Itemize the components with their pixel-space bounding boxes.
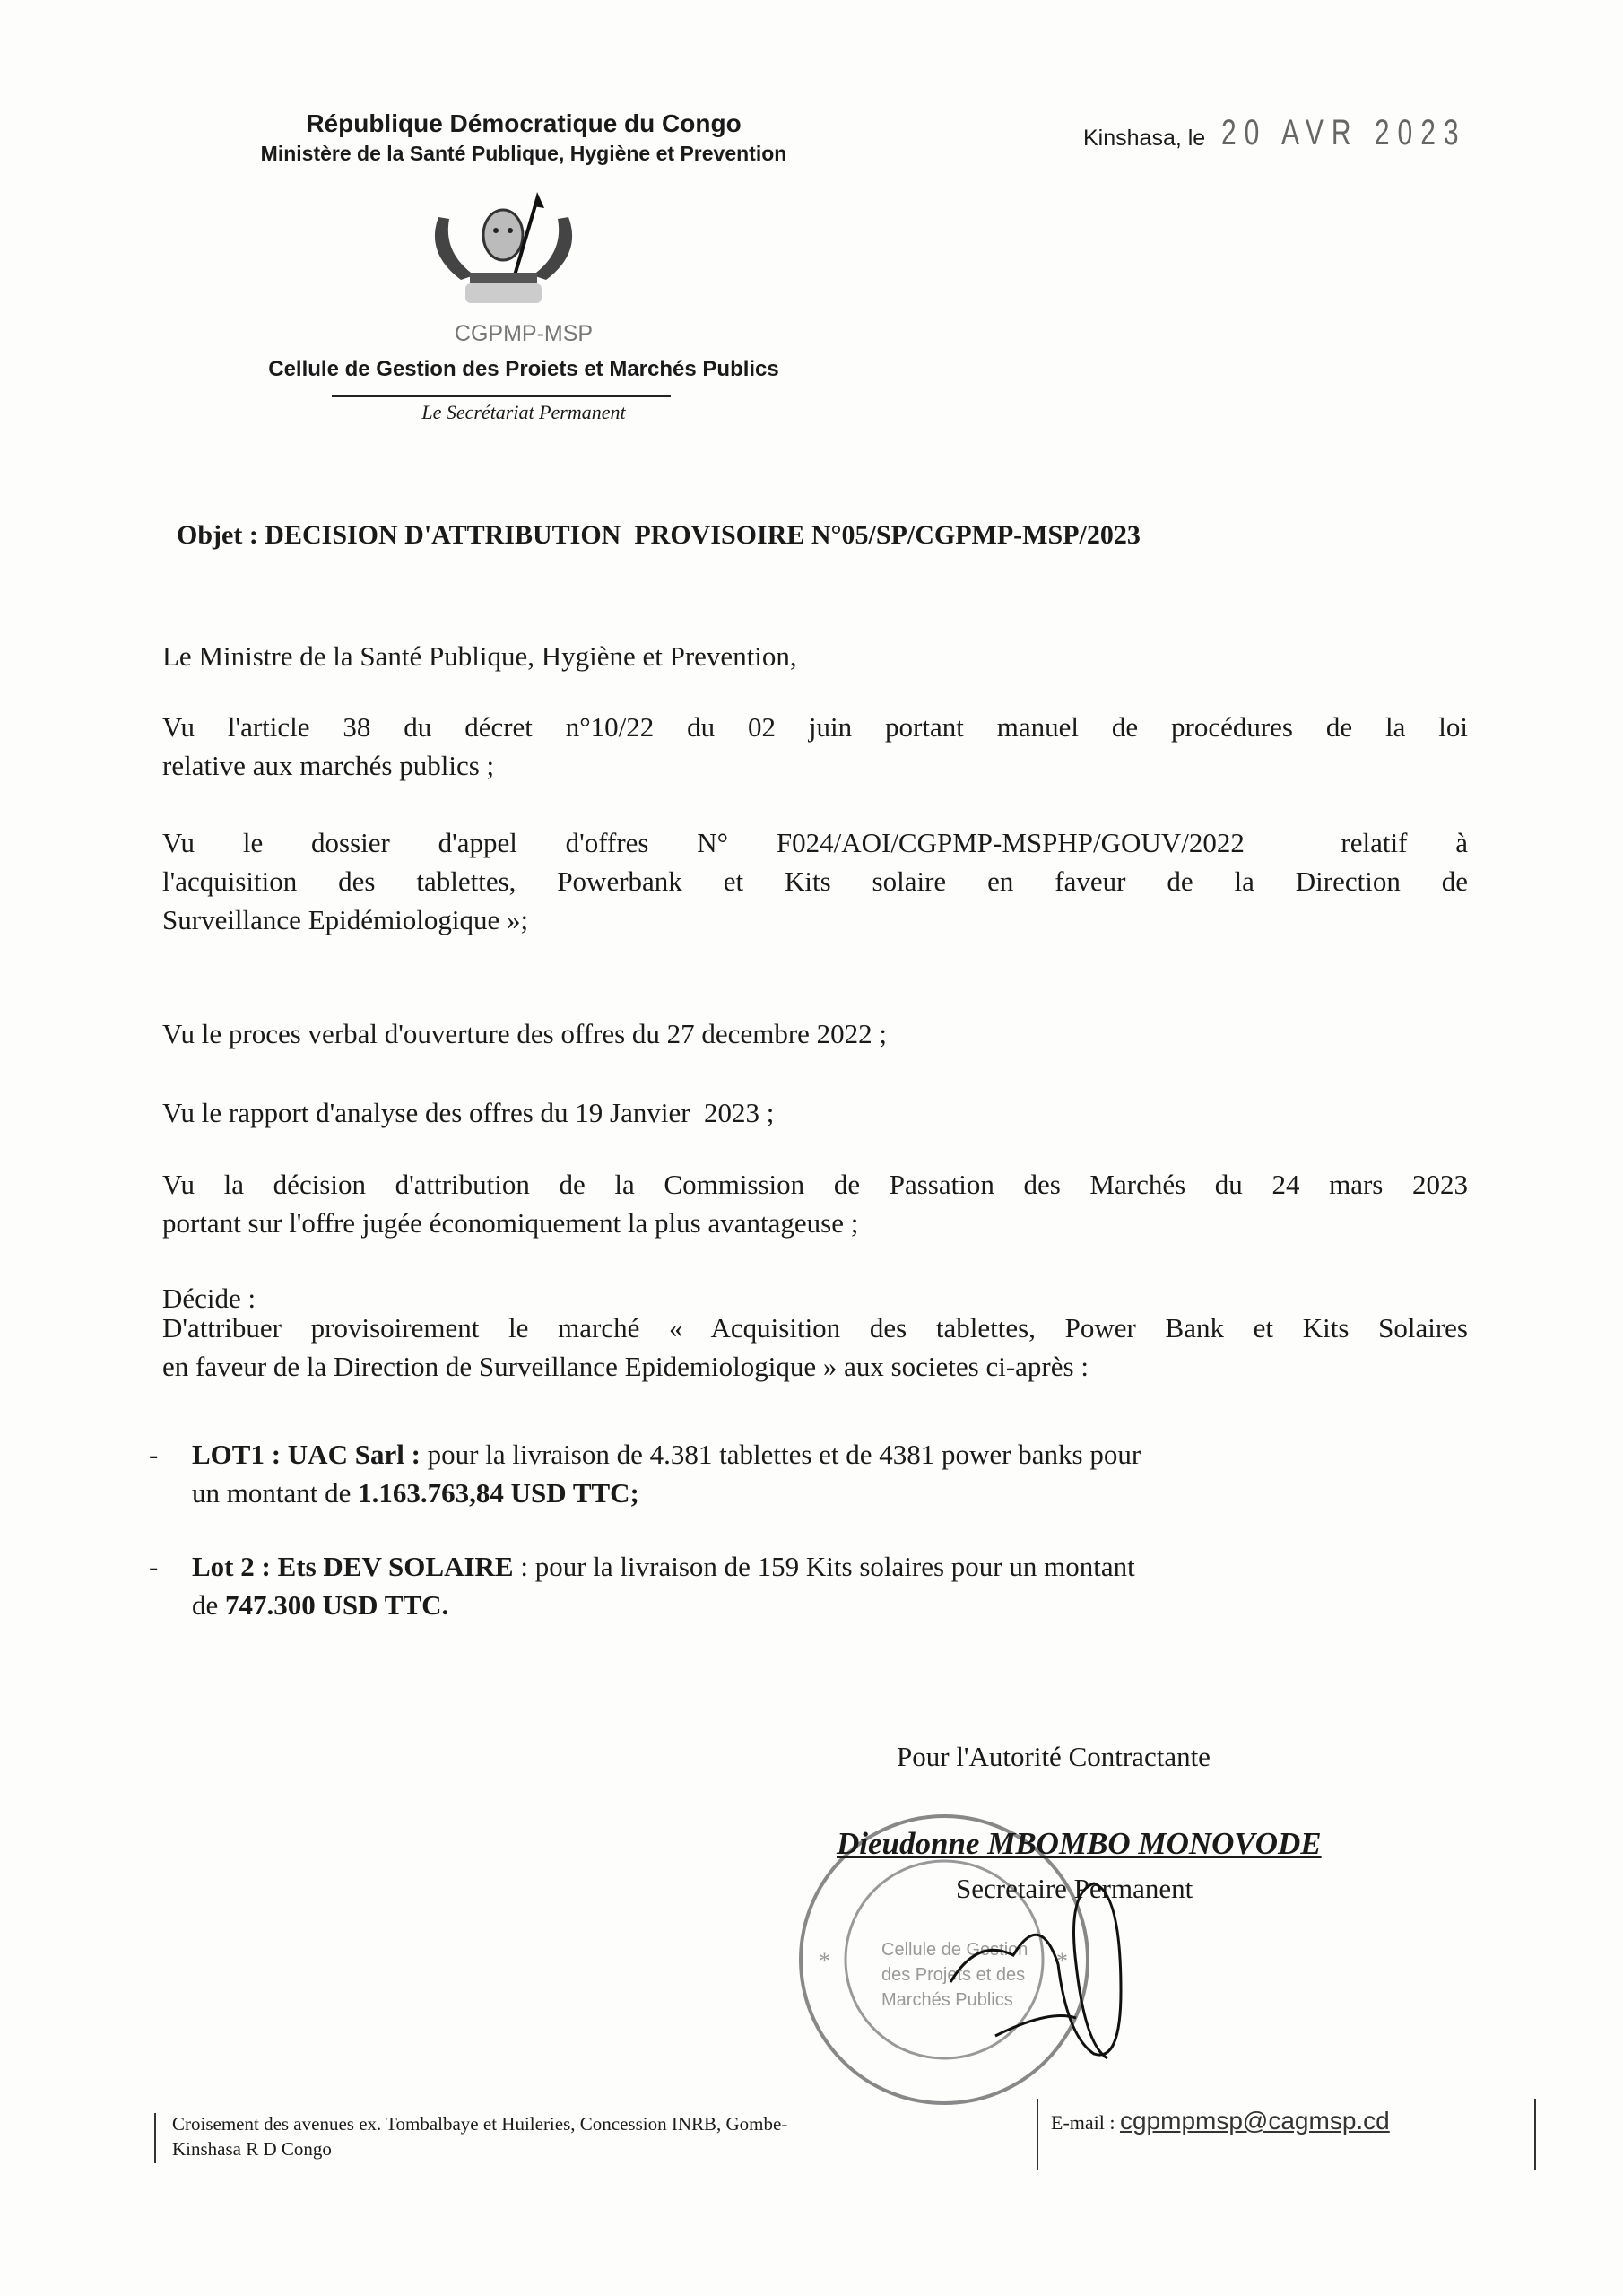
ministry-name: Ministère de la Santé Publique, Hygiène et Prevention [260,142,787,165]
place-label: Kinshasa, le [1083,126,1206,151]
footer-email: E-mail : cgpmpmsp@cagmsp.cd [1051,2107,1390,2135]
intro: Le Ministre de la Santé Publique, Hygiène et Prevention, [162,640,797,672]
signature-for-label: Pour l'Autorité Contractante [897,1741,1211,1772]
bullet: - [149,1439,159,1470]
consideration-article: Vu l'article 38 du décret n°10/22 du 02 juin portant manuel de procédures de la loi relative aux marchés publics ; [162,711,1468,781]
signatory-title: Secretaire Permanent [956,1873,1193,1904]
lot-1: LOT1 : UAC Sarl : pour la livraison de 4.381 tablettes et de 4381 power banks pour un montant de 1.163.763,84 USD TTC; [192,1439,1141,1509]
svg-text:Marchés Publics: Marchés Publics [881,1990,1013,2010]
svg-text:*: * [819,1948,830,1974]
award-paragraph: D'attribuer provisoirement le marché « Acquisition des tablettes, Power Bank et Kits Solaires en faveur de la Direction de Surveillance Epidemiologique » aux societes ci-après : [162,1312,1468,1382]
department-name: Le Secrétariat Permanent [421,401,626,423]
consideration-decision: Vu la décision d'attribution de la Commission de Passation des Marchés du 24 mars 2023 portant sur l'offre jugée économiquement la plus avantageuse ; [162,1169,1468,1239]
org-acronym: CGPMP-MSP [454,321,594,346]
document-object: Objet : DECISION D'ATTRIBUTION PROVISOIRE N°05/SP/CGPMP-MSP/2023 [177,520,1141,550]
footer-address: Croisement des avenues ex. Tombalbaye et Huileries, Concession INRB, Gombe- Kinshasa R D Congo [172,2113,788,2160]
lot-2: Lot 2 : Ets DEV SOLAIRE : pour la livraison de 159 Kits solaires pour un montant de 747.300 USD TTC. [192,1551,1135,1621]
date-stamp: 20 AVR 2023 [1221,113,1467,152]
coat-of-arms-emblem [421,190,586,307]
consideration-rapport: Vu le rapport d'analyse des offres du 19 Janvier 2023 ; [162,1097,775,1128]
consideration-pv: Vu le proces verbal d'ouverture des offres du 27 decembre 2022 ; [162,1018,888,1049]
country-name: République Démocratique du Congo [306,109,742,137]
svg-text:*: * [1056,1948,1068,1974]
handwritten-signature [942,1857,1166,2072]
svg-text:Cellule de Gestion: Cellule de Gestion [881,1940,1028,1960]
header-divider [332,395,671,397]
footer-left-bar [154,2113,156,2163]
signatory-name: Dieudonne MBOMBO MONOVODE [837,1826,1322,1861]
bullet: - [149,1551,159,1582]
org-name: Cellule de Gestion des Proiets et Marchés Publics [268,357,779,381]
decide-label: Décide : [162,1283,256,1314]
footer-mid-bar [1037,2099,1038,2170]
svg-text:des Projets et des: des Projets et des [881,1965,1026,1985]
consideration-dossier: Vu le dossier d'appel d'offres N° F024/AOI/CGPMP-MSPHP/GOUV/2022 relatif à l'acquisition des tablettes, Powerbank et Kits solaire en faveur de la Direction de Surveillance Epidémiologique »; [162,827,1468,935]
footer-right-bar [1534,2099,1536,2170]
email-link[interactable]: cgpmpmsp@cagmsp.cd [1119,2107,1390,2135]
